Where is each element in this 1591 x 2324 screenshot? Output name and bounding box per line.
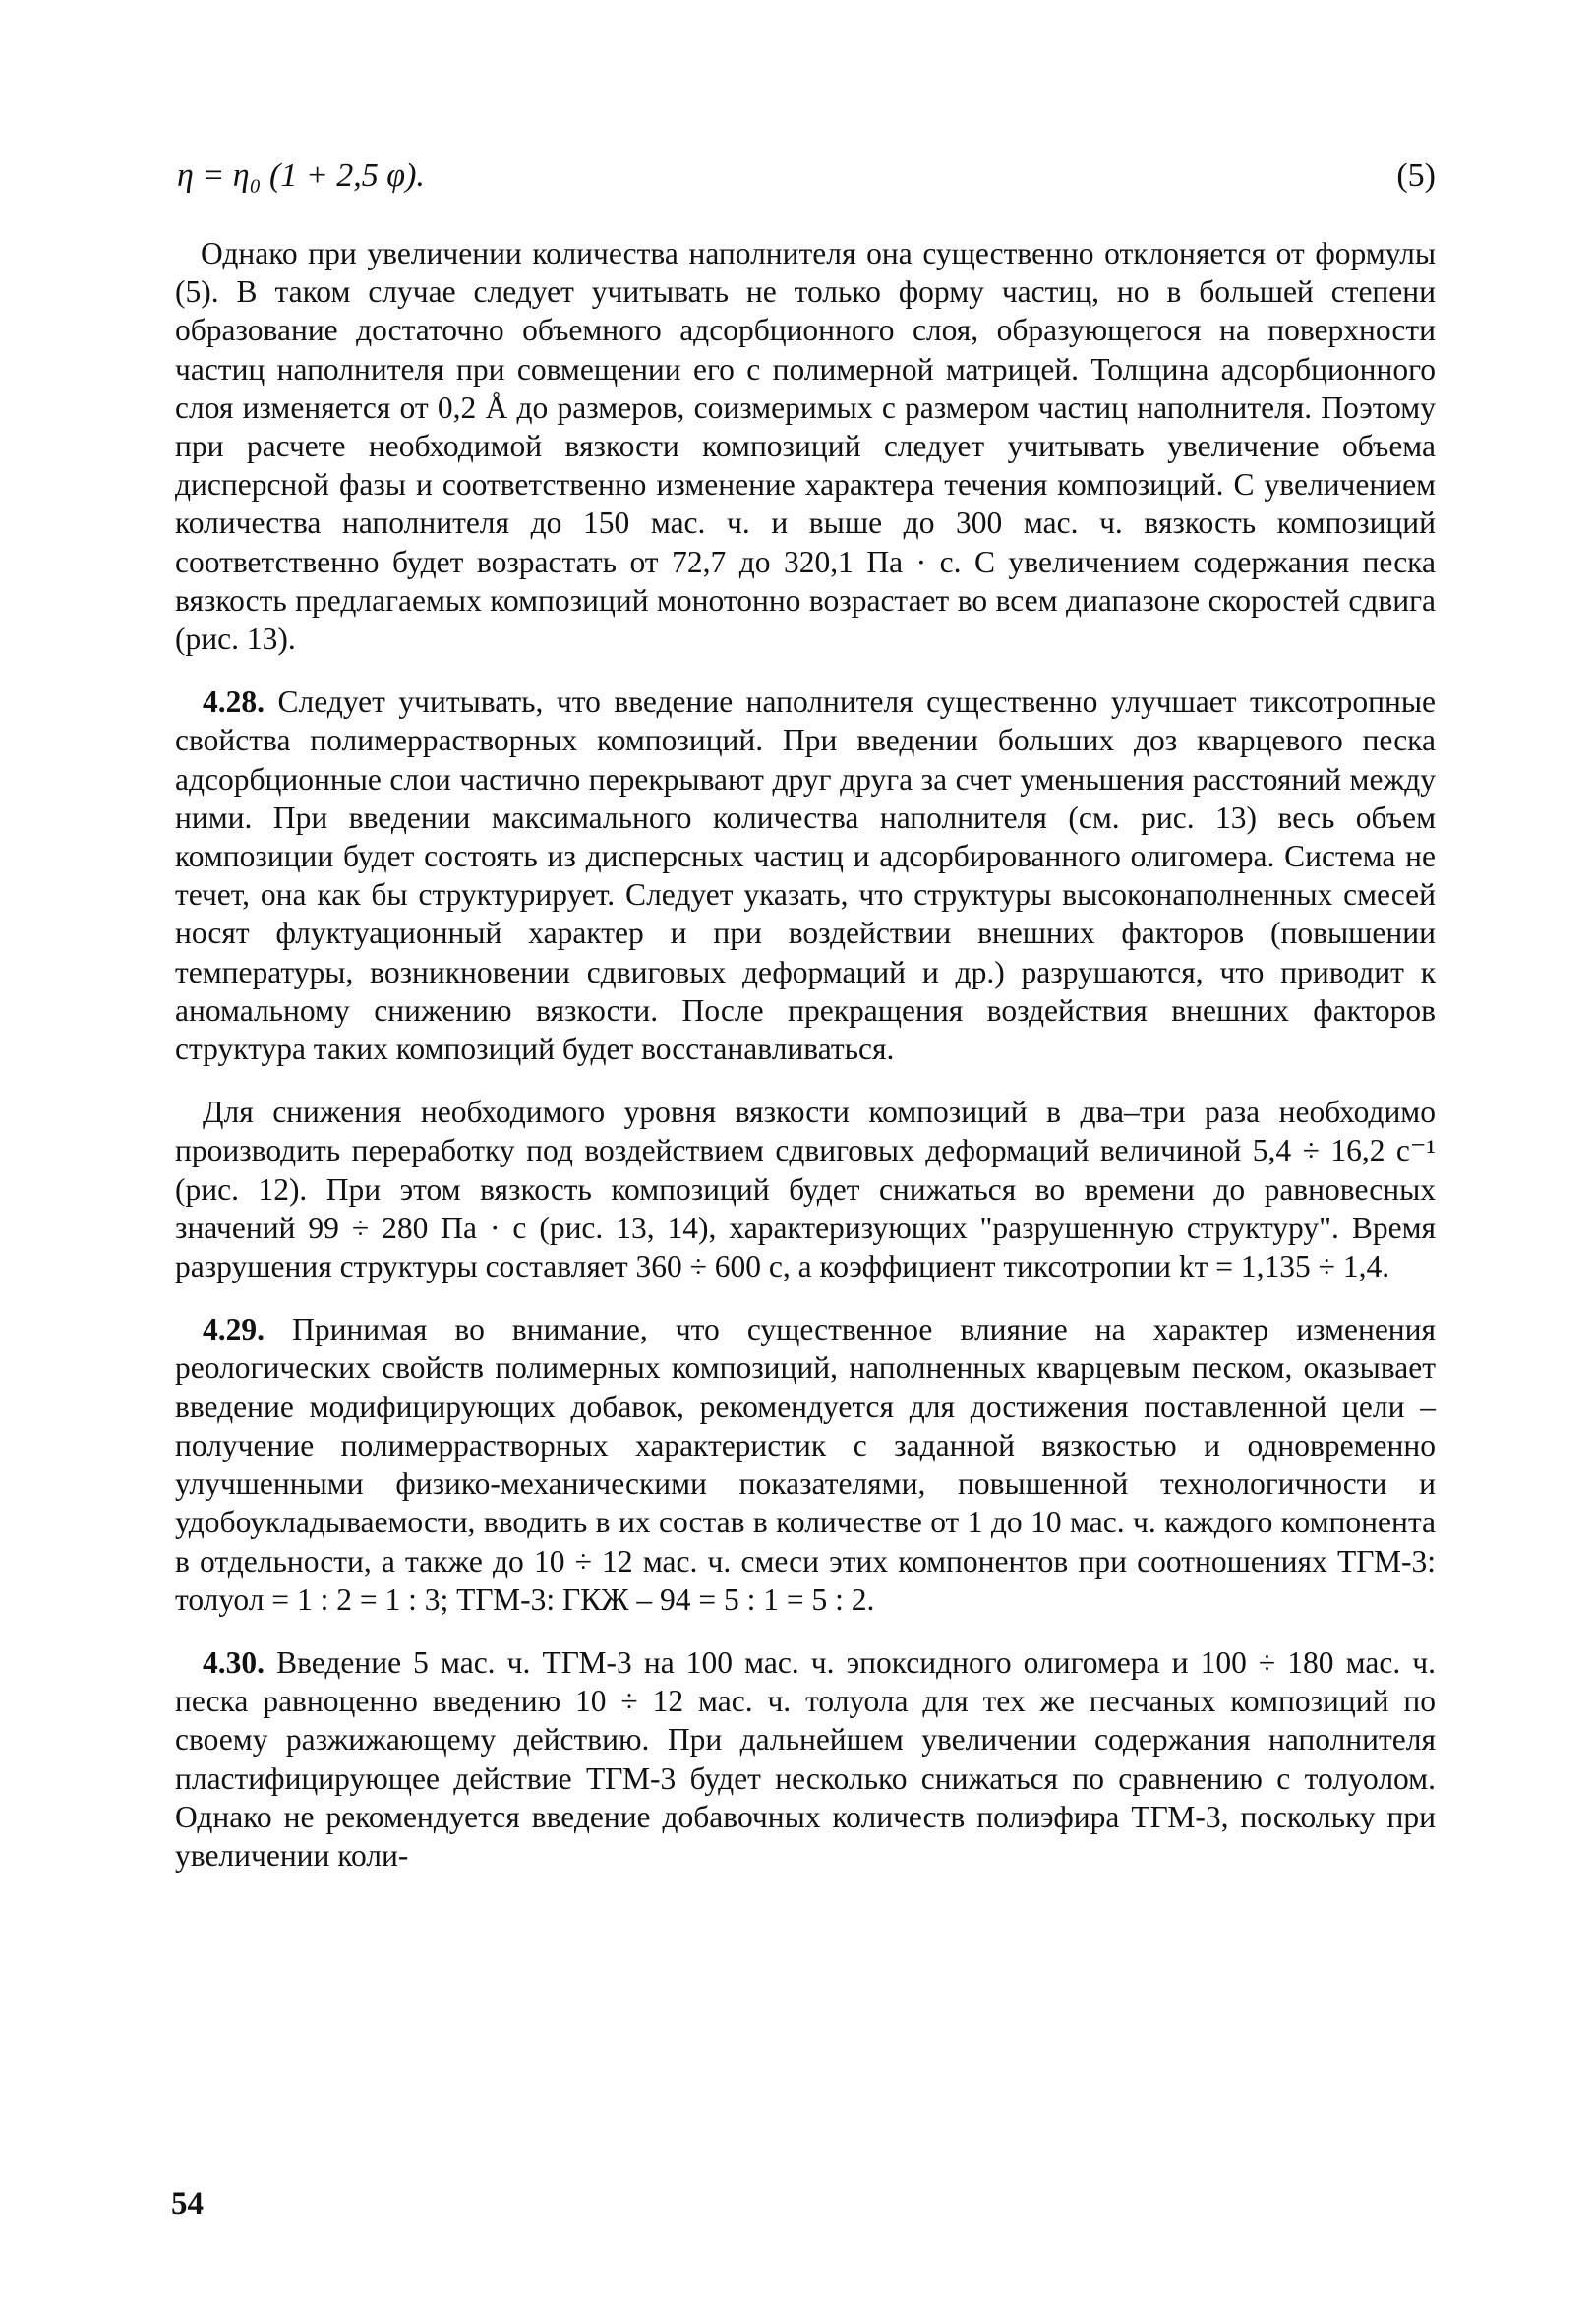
paragraph-continuation (175, 234, 1436, 658)
paragraph-viscosity-reduction (175, 1093, 1436, 1285)
section-number: 4.29. (203, 1312, 265, 1347)
formula-number: (5) (1396, 157, 1436, 194)
formula-expression: η = η₀ (1 + 2,5 φ). (177, 157, 425, 194)
paragraph-text: Принимая во внимание, что существенное влияние на характер изменения реологических свойств полимерных композиций, наполненных кварцевым песком, оказывает введение модифицирующих добавок, рекомендуется для достижения поставленной цели – получение полимеррастворных характеристик с заданной вязкостью и одновременно улучшенными физико-механическими показателями, повышенной технологичности и удобоукладываемости, вводить в их состав в количестве от 1 до 10 мас. ч. каждого компонента в отдельности, а также до 10 ÷ 12 мас. ч. смеси этих компонентов при соотношениях ТГМ-3: толуол = 1 : 2 = 1 : 3; ТГМ-3: ГКЖ – 94 = 5 : 1 = 5 : 2. (175, 1312, 1437, 1617)
section-number: 4.28. (203, 685, 265, 720)
formula-5 (177, 157, 1436, 216)
section-number: 4.30. (203, 1644, 265, 1680)
body-text (175, 234, 1436, 1899)
paragraph-4-29 (175, 1310, 1436, 1619)
paragraph-4-28 (175, 683, 1436, 1068)
page-number: 54 (171, 2186, 204, 2222)
paragraph-text: Введение 5 мас. ч. ТГМ-3 на 100 мас. ч. эпоксидного олигомера и 100 ÷ 180 мас. ч. песка равноценно введению 10 ÷ 12 мас. ч. толуола для тех же песчаных композиций по своему разжижающему действию. При дальнейшем увеличении содержания наполнителя пластифицирующее действие ТГМ-3 будет несколько снижаться по сравнению с толуолом. Однако не рекомендуется введение добавочных количеств полиэфира ТГМ-3, поскольку при увеличении коли- (175, 1644, 1436, 1873)
paragraph-4-30 (175, 1643, 1436, 1875)
paragraph-text: Следует учитывать, что введение наполнителя существенно улучшает тиксотропные свойства полимеррастворных композиций. При введении больших доз кварцевого песка адсорбционные слои частично перекрывают друг друга за счет уменьшения расстояний между ними. При введении максимального количества наполнителя (см. рис. 13) весь объем композиции будет состоять из дисперсных частиц и адсорбированного олигомера. Система не течет, она как бы структурирует. Следует указать, что структуры высоконаполненных смесей носят флуктуационный характер и при воздействии внешних факторов (повышении температуры, возникновении сдвиговых деформаций и др.) разрушаются, что приводит к аномальному снижению вязкости. После прекращения воздействия внешних факторов структура таких композиций будет восстанавливаться. (175, 685, 1437, 1067)
paragraph-text: Однако при увеличении количества наполнителя она существенно отклоняется от формулы (5). В таком случае следует учитывать не только форму частиц, но в большей степени образование достаточно объемного адсорбционного слоя, образующегося на поверхности частиц наполнителя при совмещении его с полимерной матрицей. Толщина адсорбционного слоя изменяется от 0,2 Å до размеров, соизмеримых с размером частиц наполнителя. Поэтому при расчете необходимой вязкости композиций следует учитывать увеличение объема дисперсной фазы и соответственно изменение характера течения композиций. С увеличением количества наполнителя до 150 мас. ч. и выше до 300 мас. ч. вязкость композиций соответственно будет возрастать от 72,7 до 320,1 Па · с. С увеличением содержания песка вязкость предлагаемых композиций монотонно возрастает во всем диапазоне скоростей сдвига (рис. 13). (175, 236, 1436, 657)
paragraph-text: Для снижения необходимого уровня вязкости композиций в два–три раза необходимо производить переработку под воздействием сдвиговых деформаций величиной 5,4 ÷ 16,2 с⁻¹ (рис. 12). При этом вязкость композиций будет снижаться во времени до равновесных значений 99 ÷ 280 Па · с (рис. 13, 14), характеризующих "разрушенную структуру". Время разрушения структуры составляет 360 ÷ 600 с, а коэффициент тиксотропии kт = 1,135 ÷ 1,4. (175, 1095, 1436, 1284)
